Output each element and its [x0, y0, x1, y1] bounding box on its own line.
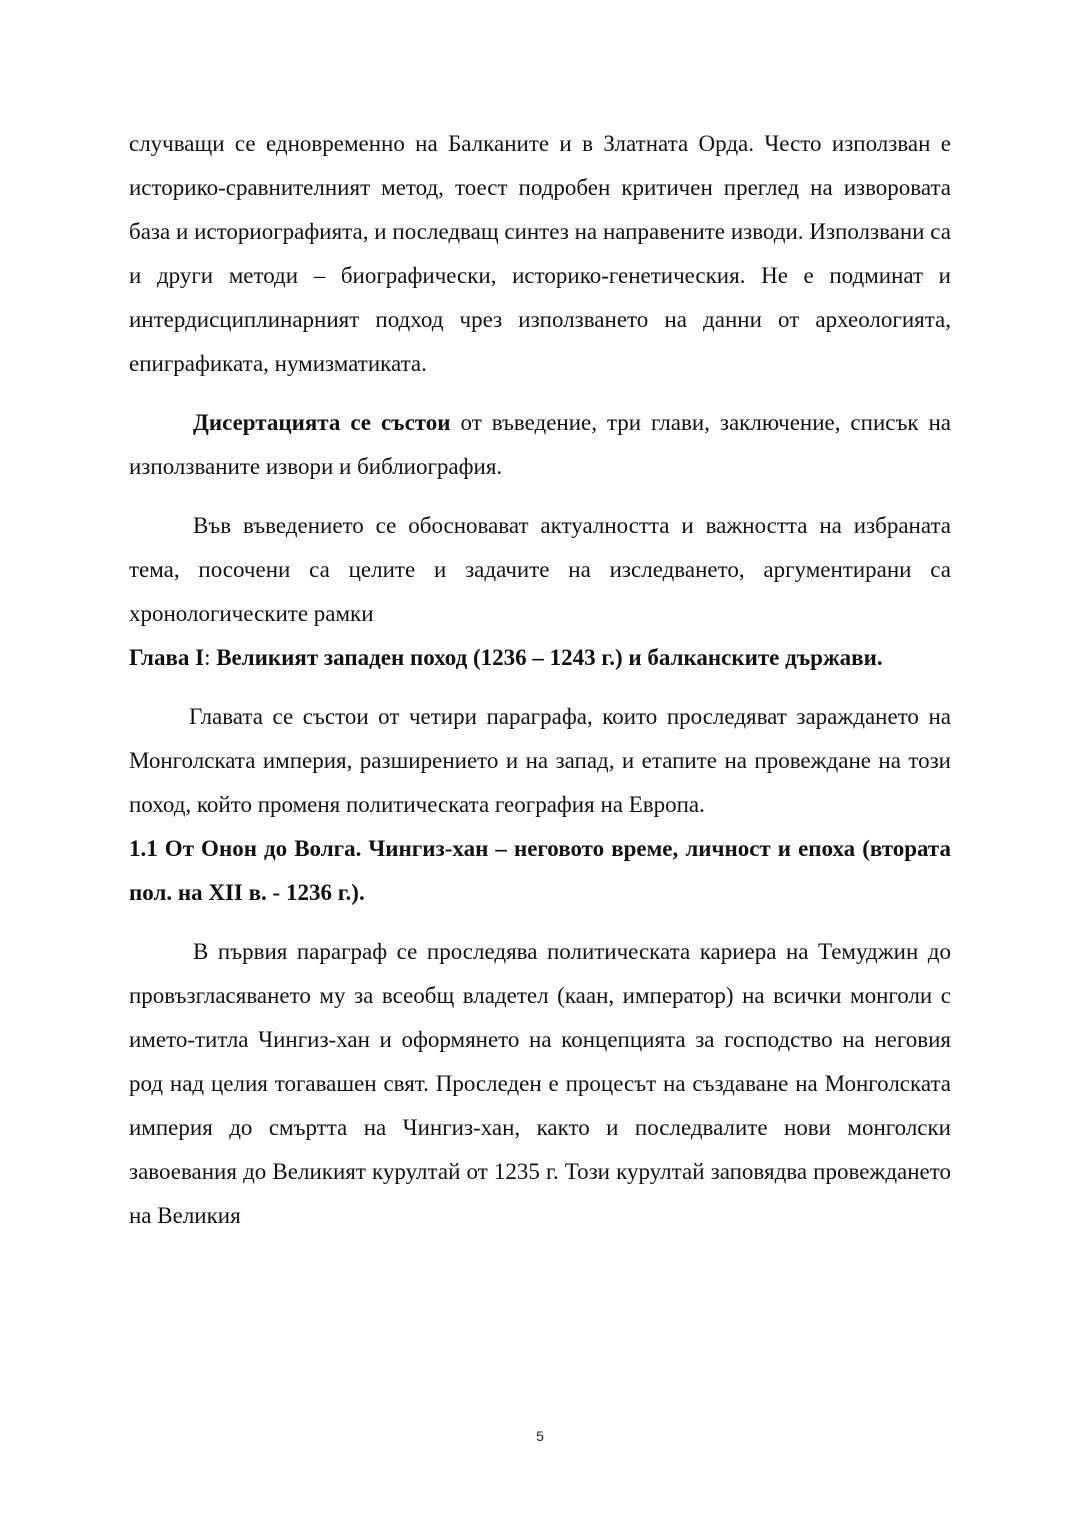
document-page — [129, 122, 951, 1238]
chapter-1-heading — [129, 636, 951, 680]
chapter-1-title: Великият западен поход (1236 – 1243 г.) и балканските държави. — [210, 645, 883, 670]
paragraph-introduction: Във въведението се обосновават актуалността и важността на избраната тема, посочени са целите и задачите на изследването, аргументирани са хронологическите рамки — [129, 513, 951, 626]
paragraph-chapter-1-summary: Главата се състои от четири параграфа, които проследяват зараждането на Монголската империя, разширението и на запад, и етапите на провеждане на този поход, който променя политическата география на Европа. — [129, 704, 951, 817]
dissertation-structure-text: от въведение, три глави, заключение, списък на използваните извори и библиография. — [129, 410, 951, 479]
section-1-1-heading: 1.1 От Онон до Волга. Чингиз-хан – неговото време, личност и епоха (втората пол. на XII в. - 1236 г.). — [129, 836, 951, 905]
paragraph-section-1-1-summary: В първия параграф се проследява политическата кариера на Темуджин до провъзгласяването му за всеобщ владетел (каан, император) на всички монголи с името-титла Чингиз-хан и оформянето на концепцията за господство на неговия род над целия тогавашен свят. Проследен е процесът на създаване на Монголската империя до смъртта на Чингиз-хан, както и последвалите нови монголски завоевания до Великият курултай от 1235 г. Този курултай заповядва провеждането на Великия — [129, 939, 951, 1228]
paragraph-dissertation-structure — [129, 401, 951, 489]
page-number: 5 — [536, 1428, 544, 1444]
paragraph-methods: случващи се едновременно на Балканите и в Златната Орда. Често използван е историко-сравнителният метод, тоест подробен критичен преглед на изворовата база и историографията, и последващ синтез на направените изводи. Използвани са и други методи – биографически, историко-генетическия. Не е подминат и интердисциплинарният подход чрез използването на данни от археологията, епиграфиката, нумизматиката. — [129, 131, 951, 376]
chapter-1-label: Глава I — [129, 645, 205, 670]
chapter-1-colon: : — [204, 645, 211, 670]
dissertation-structure-bold: Дисертацията се състои — [193, 410, 451, 435]
